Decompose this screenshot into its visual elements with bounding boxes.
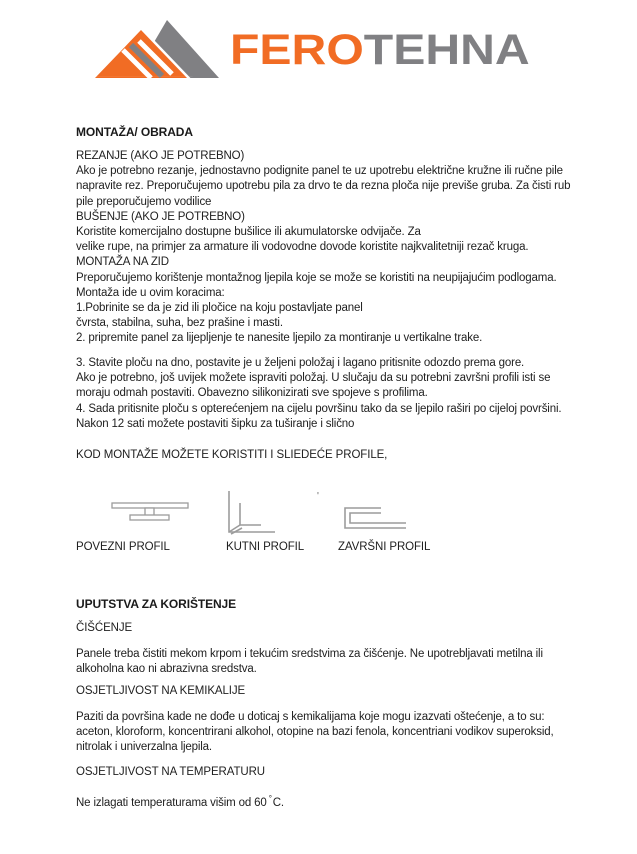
text-line: 2. pripremite panel za lijepljenje te nanesite ljepilo za montiranje u vertikalne trake. <box>76 332 483 345</box>
text-line: čvrsta, stabilna, suha, bez prašine i masti. <box>76 317 283 330</box>
text-line: Preporučujemo korištenje montažnog ljepila koje se može se koristiti na neupijajućim podlogama. <box>76 271 557 284</box>
section-title-uputstva: UPUTSTVA ZA KORIŠTENJE <box>76 597 237 611</box>
text-line: Ako je potrebno, još uvijek možete ispraviti položaj. U slučaju da su potrebni završni profili isti se <box>76 372 551 385</box>
text-line: Ne izlagati temperaturama višim od 60 <box>76 796 267 809</box>
end-profile-icon <box>340 504 410 534</box>
text-line: napravite rez. Preporučujemo upotrebu pila za drvo te da rezna ploča nije previše gruba. Za čisti rub <box>76 180 571 193</box>
text-line: Koristite komercijalno dostupne bušilice ili akumulatorske odvijače. Za <box>76 226 421 239</box>
text-line: MONTAŽA NA ZID <box>76 256 169 269</box>
text-line: 3. Stavite ploču na dno, postavite je u željeni položaj i lagano pritisnite odozdo prema gore. <box>76 357 525 369</box>
montaza-paragraph <box>76 149 570 301</box>
degree-symbol: ° <box>268 794 272 803</box>
mountain-peaks-icon <box>95 14 221 110</box>
profile-label-povezni: POVEZNI PROFIL <box>76 541 170 553</box>
montaza-steps-3-4 <box>76 356 561 432</box>
text-line: 4. Sada pritisnite ploču s opterećenjem na cijelu površinu tako da se ljepilo raširi po cijeloj površini. <box>76 402 562 415</box>
text-line: Ako je potrebno rezanje, jednostavno podignite panel te uz upotrebu električne kružne ili ručne pile <box>76 165 563 178</box>
text-line: nitrolak i univerzalna ljepila. <box>76 741 212 754</box>
subsection-title-ciscenje: ČIŠĆENJE <box>76 622 133 634</box>
text-line: REZANJE (AKO JE POTREBNO) <box>76 150 245 162</box>
section-title-montaza: MONTAŽA/ OBRADA <box>76 125 193 139</box>
kemikalije-paragraph <box>76 710 554 756</box>
profiles-heading: KOD MONTAŽE MOŽETE KORISTITI I SLIEDEĆE PROFILE, <box>76 449 388 461</box>
profile-label-zavrsni: ZAVRŠNI PROFIL <box>338 541 431 553</box>
logo-text-secondary: TEHNA <box>363 26 530 74</box>
text-line: Montaža ide u ovim koracima: <box>76 286 225 299</box>
text-line: Panele treba čistiti mekom krpom i tekućim sredstvima za čišćenje. Ne upotrebljavati metilna ili <box>76 648 543 660</box>
profile-label-kutni: KUTNI PROFIL <box>226 541 305 553</box>
text-line: moraju odmah postaviti. Obavezno silikonizirati sve spojeve s profilima. <box>76 387 428 400</box>
text-line: Nakon 12 sati možete postaviti šipku za tuširanje i slično <box>76 417 355 430</box>
text-line: aceton, kloroform, koncentrirani alkohol, otopine na bazi fenola, koncentriani vodikov superoksid, <box>76 726 554 739</box>
text-line: pile preporučujemo vodilice <box>76 195 212 208</box>
text-line: Paziti da površina kade ne dođe u doticaj s kemikalijama koje mogu izazvati oštećenje, a to su: <box>76 711 545 723</box>
stray-mark: ' <box>317 491 319 502</box>
text-line: alkoholna kao ni abrazivna sredstva. <box>76 663 257 676</box>
ciscenje-paragraph <box>76 647 543 677</box>
logo-text-primary: FERO <box>230 26 364 74</box>
h-connector-profile-icon <box>110 500 192 526</box>
text-line: velike rupe, na primjer za armature ili vodovodne dovode koristite najkvalitetniji rezač kruga. <box>76 241 529 254</box>
temperatura-paragraph <box>76 791 284 811</box>
logo-wordmark <box>230 26 530 75</box>
text-line: C. <box>272 796 284 809</box>
subsection-title-temperatura: OSJETLJIVOST NA TEMPERATURU <box>76 766 266 778</box>
text-line: 1.Pobrinite se da je zid ili pločice na koju postavljate panel <box>76 302 363 314</box>
text-line: BUŠENJE (AKO JE POTREBNO) <box>76 210 245 223</box>
corner-profile-icon <box>221 488 281 540</box>
subsection-title-kemikalije: OSJETLJIVOST NA KEMIKALIJE <box>76 685 246 697</box>
montaza-steps-1-2 <box>76 301 482 347</box>
